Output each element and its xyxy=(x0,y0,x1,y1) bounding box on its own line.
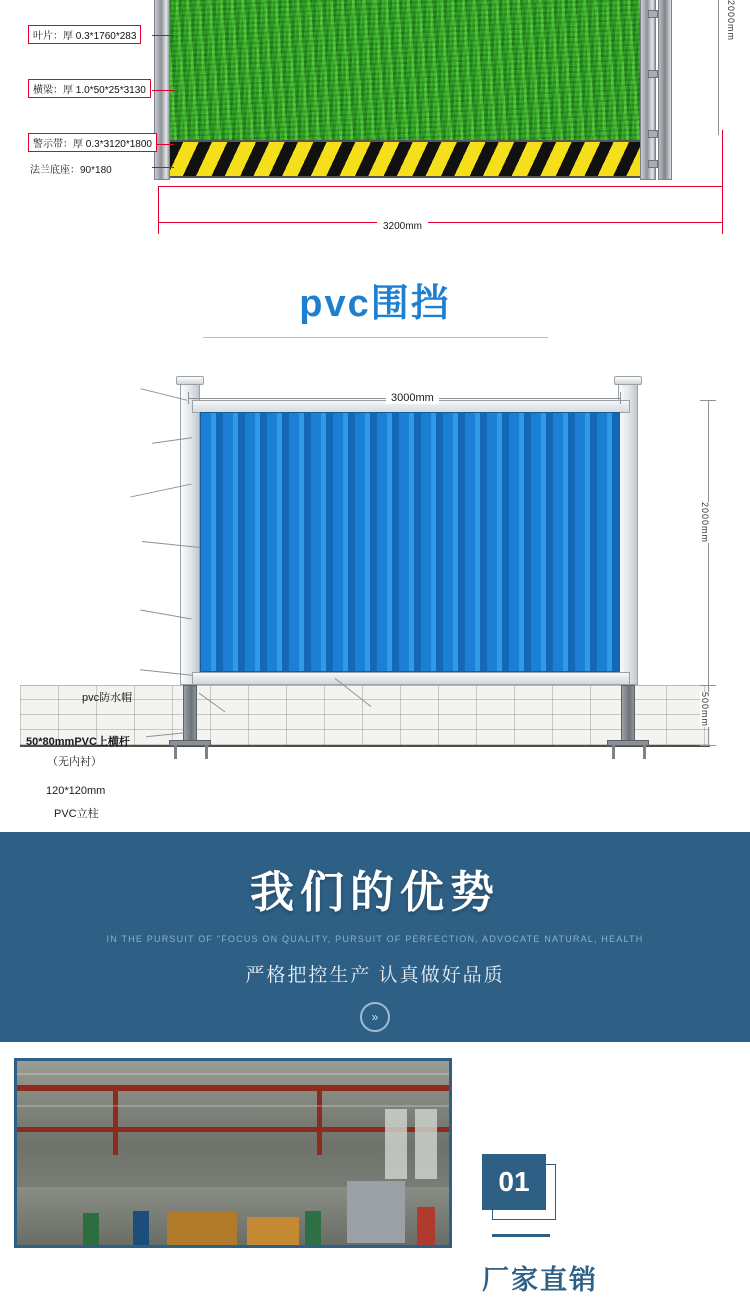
label-warning-tape: 警示带：厚 0.3*3120*1800 xyxy=(28,133,157,152)
machine xyxy=(347,1181,405,1243)
pvc-height-tick-bot xyxy=(700,745,716,746)
roof-truss xyxy=(17,1105,449,1107)
pvc-base-dim-text: 500mm xyxy=(700,692,710,728)
worker xyxy=(417,1207,435,1247)
galvanized-inner-tube-left xyxy=(183,685,197,745)
dimension-tick-left xyxy=(158,186,159,234)
roof-truss xyxy=(17,1073,449,1075)
pvc-title-block xyxy=(0,252,750,362)
label-flange-base: 法兰底座：90*180 xyxy=(30,165,112,176)
pvc-width-dim-text: 3000mm xyxy=(386,392,439,404)
workshop-window xyxy=(415,1109,437,1179)
number-badge: 01 xyxy=(482,1154,546,1210)
panel-clip xyxy=(648,160,658,168)
panel-clip xyxy=(648,70,658,78)
panel-clip xyxy=(648,130,658,138)
leader-line xyxy=(152,90,174,91)
callout-upper-rail-note: （无内衬） xyxy=(47,756,102,768)
pvc-column-right xyxy=(618,384,638,685)
panel-clip xyxy=(648,10,658,18)
advantage-item-title: 厂家直销 xyxy=(482,1265,598,1295)
fence-post-right xyxy=(640,0,656,180)
expansion-bolt xyxy=(205,745,208,759)
worker xyxy=(305,1211,321,1247)
pvc-width-dim-tick-r xyxy=(620,392,621,404)
advantage-item-01 xyxy=(0,1042,750,1295)
pvc-column-left xyxy=(180,384,200,685)
roof-beam xyxy=(17,1085,449,1091)
page-title: pvc围挡 xyxy=(299,283,451,325)
expansion-bolt xyxy=(612,745,615,759)
advantages-banner xyxy=(0,832,750,1042)
pvc-height-dim-text: 2000mm xyxy=(700,502,710,544)
artificial-grass-panel xyxy=(170,0,640,140)
stacked-material xyxy=(167,1211,237,1245)
advantages-english-tagline: IN THE PURSUIT OF "FOCUS ON QUALITY, PURSUIT OF PERFECTION, ADVOCATE NATURAL, HEALTH xyxy=(106,934,644,944)
leader-line xyxy=(152,35,174,36)
height-dimension-line xyxy=(718,0,719,135)
dimension-tick-right xyxy=(722,130,723,234)
callout-waterproof-cap: pvc防水帽 xyxy=(82,692,133,704)
pvc-height-tick-top xyxy=(700,400,716,401)
galvanized-inner-tube-right xyxy=(621,685,635,745)
callout-column-name: PVC立柱 xyxy=(54,808,99,820)
leader-line xyxy=(152,167,174,168)
chevron-down-icon[interactable]: » xyxy=(360,1002,390,1032)
dimension-line-width xyxy=(158,222,723,223)
callout-upper-rail: 50*80mmPVC上横杆 xyxy=(26,736,130,748)
expansion-bolt xyxy=(174,745,177,759)
advantages-heading: 我们的优势 xyxy=(250,868,500,917)
number-underline xyxy=(492,1234,550,1237)
dimension-line-bottom xyxy=(158,186,723,187)
worker xyxy=(83,1213,99,1247)
grass-fence-drawing xyxy=(0,0,750,252)
fence-post-right-second xyxy=(658,0,672,180)
expansion-bolt xyxy=(643,745,646,759)
advantages-subheading: 严格把控生产 认真做好品质 xyxy=(245,965,505,986)
roof-column xyxy=(317,1085,322,1155)
label-crossbeam: 横梁：厚 1.0*50*25*3130 xyxy=(28,79,151,98)
factory-workshop-photo xyxy=(14,1058,452,1248)
pvc-panel xyxy=(200,412,620,672)
stacked-material xyxy=(247,1217,299,1245)
workshop-window xyxy=(385,1109,407,1179)
callout-column-size: 120*120mm xyxy=(46,785,106,797)
label-blade: 叶片：厚 0.3*1760*283 xyxy=(28,25,141,44)
pvc-width-dim-tick-l xyxy=(188,392,189,404)
worker xyxy=(133,1211,149,1247)
pvc-fence-drawing xyxy=(0,362,750,832)
roof-column xyxy=(113,1085,118,1155)
warning-stripe-band xyxy=(170,140,640,178)
pvc-lower-rail xyxy=(192,672,630,685)
height-dimension-text: 2000mm xyxy=(726,0,736,42)
title-divider xyxy=(203,337,548,338)
width-dimension-text: 3200mm xyxy=(377,221,428,232)
